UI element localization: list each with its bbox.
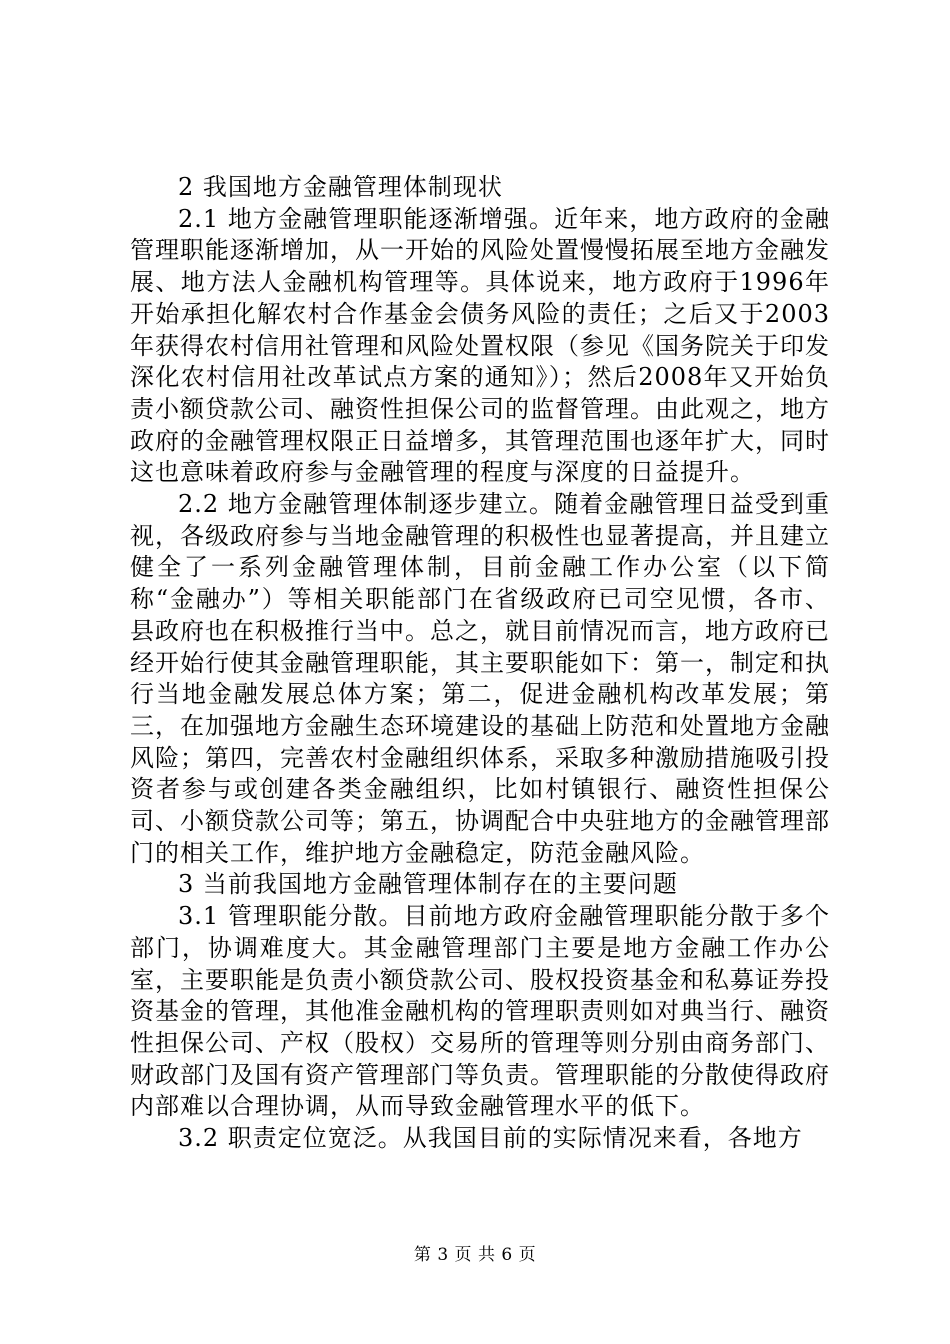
section-heading: 2 我国地方金融管理体制现状 [178,173,503,201]
page-number-footer: 第 3 页 共 6 页 [413,1245,537,1265]
body-paragraph: 3.2 职责定位宽泛。从我国目前的实际情况来看，各地方 [178,1124,803,1153]
section-heading: 3 当前我国地方金融管理体制存在的主要问题 [178,870,678,899]
body-paragraph: 2.1 地方金融管理职能逐渐增强。近年来，地方政府的金融管理职能逐渐增加，从一开始的风险处置慢慢拓展至地方金融发展、地方法人金融机构管理等。具体说来，地方政府于1996年开始承担化解农村合作基金会债务风险的责任；之后又于2003年获得农村信用社管理和风险处置权限（参见《国务院关于印发深化农村信用社改革试点方案的通知》）；然后2008年又开始负责小额贷款公司、融资性担保公司的监督管理。由此观之，地方政府的金融管理权限正日益增多，其管理范围也逐年扩大，同时这也意味着政府参与金融管理的程度与深度的日益提升。 [130,204,830,487]
document-body [130,172,830,1155]
body-paragraph: 3.1 管理职能分散。目前地方政府金融管理职能分散于多个部门，协调难度大。其金融管理部门主要是地方金融工作办公室，主要职能是负责小额贷款公司、股权投资基金和私募证券投资基金的管理，其他准金融机构的管理职责则如对典当行、融资性担保公司、产权（股权）交易所的管理等则分别由商务部门、财政部门及国有资产管理部门等负责。管理职能的分散使得政府内部难以合理协调，从而导致金融管理水平的低下。 [130,902,830,1121]
body-paragraph: 2.2 地方金融管理体制逐步建立。随着金融管理日益受到重视，各级政府参与当地金融管理的积极性也显著提高，并且建立健全了一系列金融管理体制，目前金融工作办公室（以下简称“金融办”）等相关职能部门在省级政府已司空见惯，各市、县政府也在积极推行当中。总之，就目前情况而言，地方政府已经开始行使其金融管理职能，其主要职能如下：第一，制定和执行当地金融发展总体方案；第二，促进金融机构改革发展；第三，在加强地方金融生态环境建设的基础上防范和处置地方金融风险；第四，完善农村金融组织体系，采取多种激励措施吸引投资者参与或创建各类金融组织，比如村镇银行、融资性担保公司、小额贷款公司等；第五，协调配合中央驻地方的金融管理部门的相关工作，维护地方金融稳定，防范金融风险。 [130,490,830,867]
